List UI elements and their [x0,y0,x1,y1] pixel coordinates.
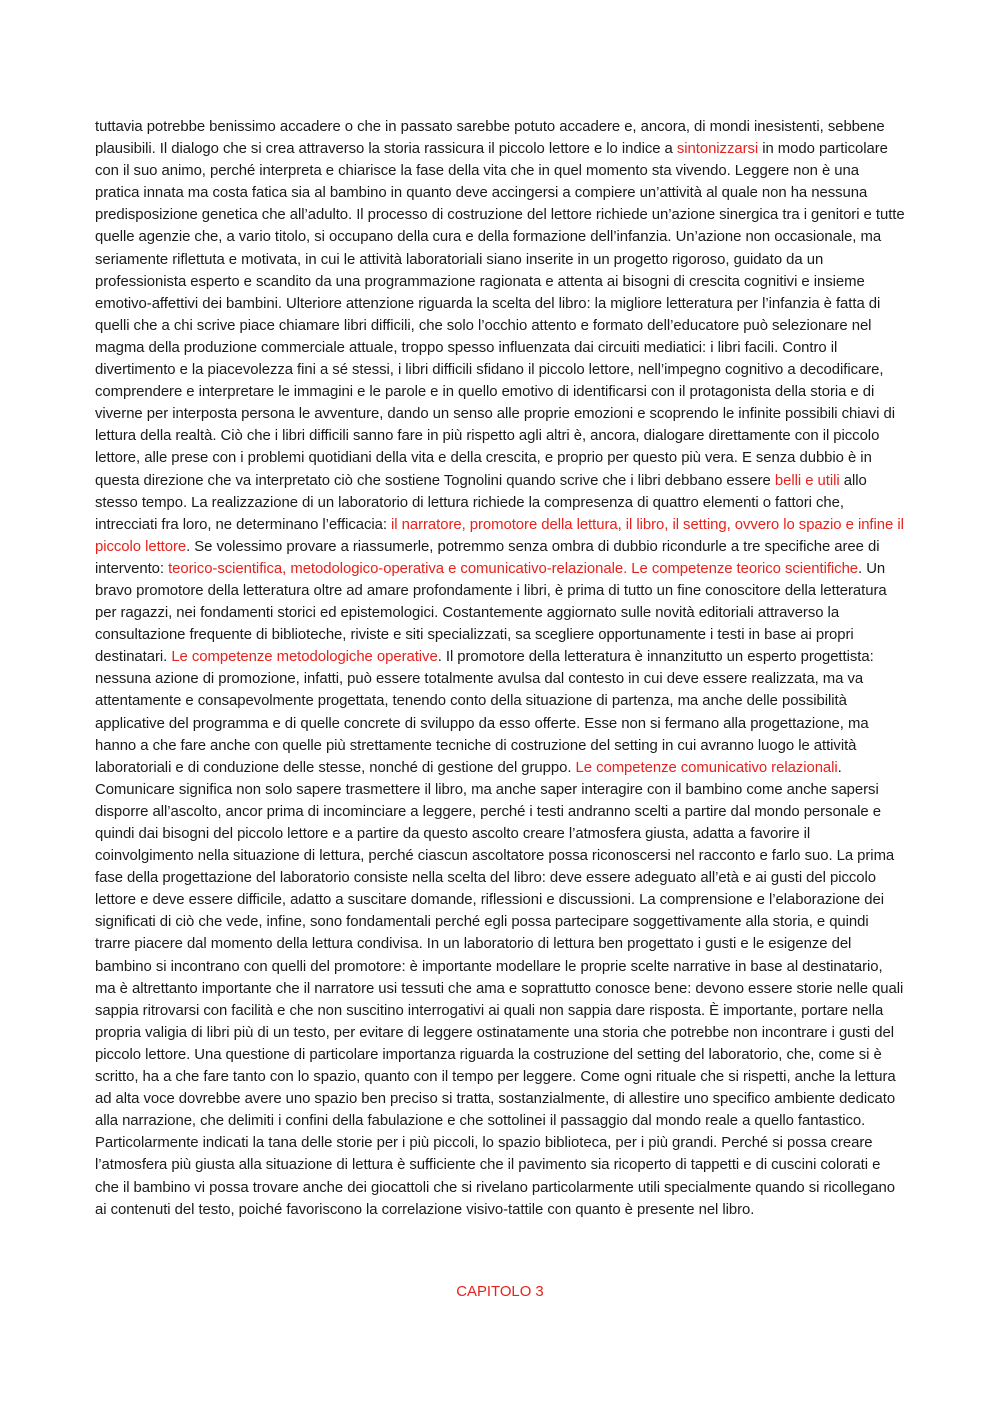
chapter-heading: CAPITOLO 3 [456,1284,544,1300]
text-segment: . Un bravo promotore della letteratura oltre ad amare profondamente i libri, è prima di tutto un fine conoscitore della letteratura per ragazzi, nei fondamenti storici ed epistemologici. Costantemente aggiornato sulle novità editoriali attraverso la consultazione frequente di biblioteche, riviste e siti specializzati, sa scegliere opportunamente i testi in base ai propri destinatari. [95,560,887,666]
highlighted-term: Le competenze metodologiche operative [171,649,438,666]
highlighted-term: teorico-scientifica, metodologico-operativa e comunicativo-relazionale. Le competenze teorico scientifiche [168,560,859,577]
highlighted-term: belli e utili [774,472,840,489]
highlighted-term: il narratore, promotore della lettura, il libro, il setting, ovvero lo spazio e infine il piccolo lettore [95,516,904,555]
text-segment: tuttavia potrebbe benissimo accadere o che in passato sarebbe potuto accadere e, ancora, di mondi inesistenti, sebbene plausibili. Il dialogo che si crea attraverso la storia rassicura il piccolo lettore e lo indice a [95,119,885,158]
text-segment: . Il promotore della letteratura è innanzitutto un esperto progettista: nessuna azione di promozione, infatti, può essere totalmente avulsa dal contesto in cui deve essere realizzata, ma va attentamente e consapevolmente progettata, tenendo conto della situazione di partenza, ma anche delle possibilità applicative del programma e di quelle concrete di sviluppo da esso offerte. Esse non si fermano alla progettazione, ma hanno a che fare anche con quelle più strettamente tecniche di costruzione del setting in cui avranno luogo le attività laboratoriali e di conduzione delle stesse, nonché di gestione del gruppo. [95,649,874,776]
highlighted-term: Le competenze comunicativo relazionali [575,759,838,776]
text-segment: in modo particolare con il suo animo, perché interpreta e chiarisce la fase della vita che in quel momento sta vivendo. Leggere non è una pratica innata ma costa fatica sia al bambino in quanto deve accingersi a compiere un’attività al quale non ha nessuna predisposizione genetica che all’adulto. Il processo di costruzione del lettore richiede un’azione sinergica tra i genitori e tutte quelle agenzie che, a vario titolo, si occupano della cura e della formazione dell’infanzia. Un’azione non occasionale, ma seriamente riflettuta e motivata, in cui le attività laboratoriali siano inserite in un progetto rigoroso, guidato da un professionista esperto e scandito da una programmazione ragionata e attenta ai bisogni di crescita cognitivi e insieme emotivo-affettivi dei bambini. Ulteriore attenzione riguarda la scelta del libro: la migliore letteratura per l’infanzia è fatta di quelli che a chi scrive piace chiamare libri difficili, che solo l’occhio attento e formato dell’educatore può selezionare nel magma della produzione commerciale attuale, troppo spesso influenzata dai circuiti mediatici: i libri facili. Contro il divertimento e la piacevolezza fini a sé stessi, i libri difficili sfidano il piccolo lettore, nell’impegno cognitivo a decodificare, comprendere e interpretare le immagini e le parole e in quello emotivo di identificarsi con il protagonista della storia e di viverne per interposta persona le avventure, dando un senso alle proprie emozioni e scoprendo le infinite possibili chiavi di lettura della realtà. Ciò che i libri difficili sanno fare in più rispetto agli altri è, ancora, dialogare direttamente con il piccolo lettore, alle prese con i problemi quotidiani della vita e della crescita, e proprio per questo più vera. E senza dubbio è in questa direzione che va interpretato ciò che sostiene Tognolini quando scrive che i libri debbano essere [95,141,905,489]
text-segment: . Se volessimo provare a riassumerle, potremmo senza ombra di dubbio ricondurle a tre specifiche aree di intervento: [95,538,880,577]
highlighted-term: sintonizzarsi [676,141,759,158]
text-segment: allo stesso tempo. La realizzazione di un laboratorio di lettura richiede la compresenza di quattro elementi o fattori che, intrecciati fra loro, ne determinano l’efficacia: [95,472,867,533]
text-segment: . Comunicare significa non solo sapere trasmettere il libro, ma anche saper interagire con il bambino come anche sapersi disporre all’ascolto, ancor prima di incominciare a leggere, perché i testi andranno scelti a partire dal mondo personale e quindi dai bisogni del piccolo lettore e a partire da questo ascolto creare l’atmosfera giusta, adatta a favorire il coinvolgimento nella situazione di lettura, perché ciascun ascoltatore possa riconoscersi nel racconto e farlo suo. La prima fase della progettazione del laboratorio consiste nella scelta del libro: deve essere adeguato all’età e ai gusti del piccolo lettore e deve essere difficile, adatto a suscitare domande, riflessioni e discussioni. La comprensione e l’elaborazione dei significati di ciò che vede, infine, sono fondamentali perché egli possa partecipare soggettivamente alla storia, e quindi trarre piacere dal momento della lettura condivisa. In un laboratorio di lettura ben progettato i gusti e le esigenze del bambino si incontrano con quelli del promotore: è importante modellare le proprie scelte narrative in base al destinatario, ma è altrettanto importante che il narratore usi tessuti che ama e soprattutto conosce bene: devono essere storie nelle quali sappia ritrovarsi con facilità e che non suscitino interrogativi ai quali non sappia dare risposta. È importante, portare nella propria valigia di libri più di un testo, per evitare di leggere ostinatamente una storia che potrebbe non incontrare i gusti del piccolo lettore. Una questione di particolare importanza riguarda la costruzione del setting del laboratorio, che, come si è scritto, ha a che fare tanto con lo spazio, quanto con il tempo per leggere. Come ogni rituale che si rispetti, anche la lettura ad alta voce dovrebbe avere uno spazio ben preciso si tratta, sostanzialmente, di allestire uno specifico ambiente dedicato alla narrazione, che delimiti i confini della fabulazione e che sottolinei il passaggio dal mondo reale a quello fantastico. Particolarmente indicati la tana delle storie per i più piccoli, lo spazio biblioteca, per i più grandi. Perché si possa creare l’atmosfera più giusta alla situazione di lettura è sufficiente che il pavimento sia ricoperto di tappetti e di cuscini colorati e che il bambino vi possa trovare anche dei giocattoli che si rivelano particolarmente utili specialmente quando si ricollegano ai contenuti del testo, poiché favoriscono la correlazione visivo-tattile con quanto è presente nel libro. [95,759,904,1218]
body-paragraph [95,116,907,1221]
